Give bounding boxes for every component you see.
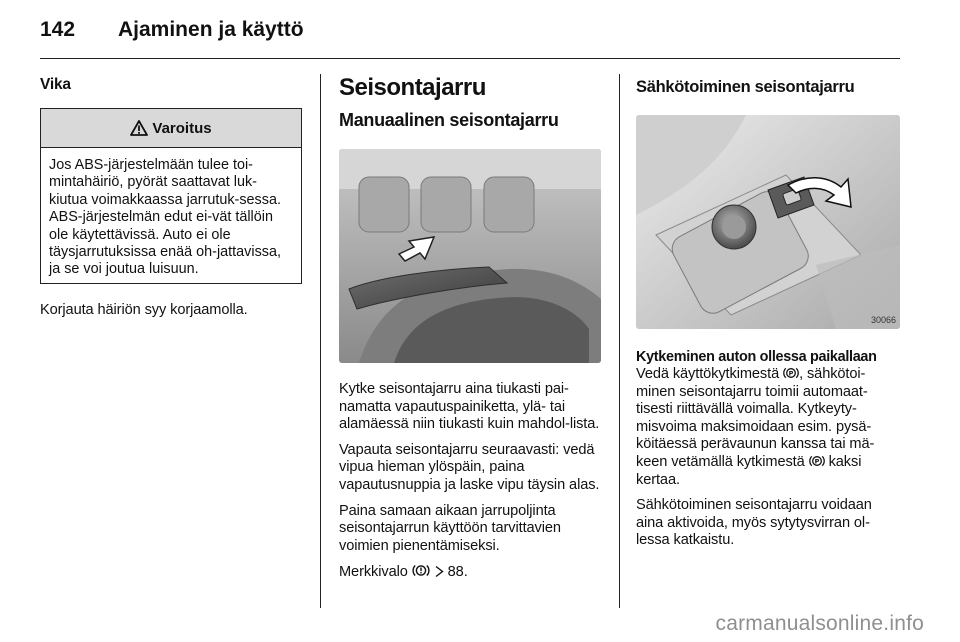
warning-header: [41, 109, 301, 148]
handbrake-lever-illustration: [339, 149, 601, 363]
warning-box: [40, 108, 302, 284]
parking-brake-heading: Seisontajarru: [339, 74, 486, 101]
paragraph-text: Vedä käyttökytkimestä: [636, 366, 780, 382]
electric-brake-heading: Sähkötoiminen seisontajarru: [636, 78, 855, 96]
fault-paragraph: Korjauta häiriön syy korjaamolla.: [40, 301, 248, 318]
parking-brake-p-icon: [809, 454, 825, 468]
warning-triangle-icon: [130, 120, 148, 136]
warning-title: Varoitus: [152, 119, 212, 137]
manual-brake-heading: Manuaalinen seisontajarru: [339, 110, 559, 130]
svg-text:P: P: [788, 369, 794, 378]
column-fault: [40, 74, 302, 327]
page-reference-arrow-icon: [434, 565, 444, 578]
page-number: 142: [40, 18, 76, 41]
reference-page: 88.: [447, 564, 468, 581]
parking-brake-p-icon: [783, 366, 799, 380]
paragraph-text: kaksi kertaa.: [636, 453, 862, 488]
column-electric-brake: [636, 74, 902, 558]
column-parking-brake: [339, 74, 601, 590]
fault-heading: Vika: [40, 76, 71, 93]
watermark: carmanualsonline.info: [715, 612, 924, 635]
brake-warning-light-icon: [412, 563, 430, 578]
reference-prefix: Merkkivalo: [339, 564, 408, 581]
column-divider: [619, 74, 620, 608]
brake-paragraph-3: Paina samaan aikaan jarrupoljinta seisontajarrun käyttöön tarvittavien voimien pienentämiseksi.: [339, 502, 561, 554]
section-title: Ajaminen ja käyttö: [118, 18, 304, 41]
warning-text: Jos ABS-järjestelmään tulee toi-mintahäiriö, pyörät saattavat luk-kiutua voimakkaassa jarrutuk-sessa. ABS-järjestelmän edut ei-vät tällöin ole käytettävissä. Auto ei ole täysjarrutuksissa enää oh-jattavissa, ja se voi joutua luisuun.: [49, 157, 281, 278]
electric-parking-brake-switch-illustration: [636, 115, 900, 329]
brake-paragraph-1: Kytke seisontajarru aina tiukasti pai-namatta vapautuspainiketta, ylä- tai alamäessä niin tiukasti kuin mahdol-lista.: [339, 381, 600, 433]
electric-brake-paragraph-2: Sähkötoiminen seisontajarru voidaan aina aktivoida, myös sytytysvirran ol-lessa katkaistu.: [636, 497, 872, 549]
svg-text:P: P: [814, 457, 819, 466]
paragraph-text: , sähkötoi-minen seisontajarru toimii automaat-tisesti riittävällä voimalla. Kytkeyty-misvoima maksimoidaan esim. pysä-köitäessä perävaunun kanssa tai mä-keen vetämällä kytkimestä: [636, 366, 875, 470]
page-header: [40, 18, 900, 52]
header-rule: [40, 58, 900, 59]
brake-paragraph-2: Vapauta seisontajarru seuraavasti: vedä vipua hieman ylöspäin, paina vapautusnuppia ja laske vipu täysin alas.: [339, 441, 600, 493]
column-divider: [320, 74, 321, 608]
figure-code: 30066: [870, 315, 896, 325]
indicator-reference: [339, 563, 601, 582]
stationary-subheading: Kytkeminen auton ollessa paikallaan: [636, 349, 877, 365]
electric-brake-paragraph-1: [636, 366, 902, 489]
